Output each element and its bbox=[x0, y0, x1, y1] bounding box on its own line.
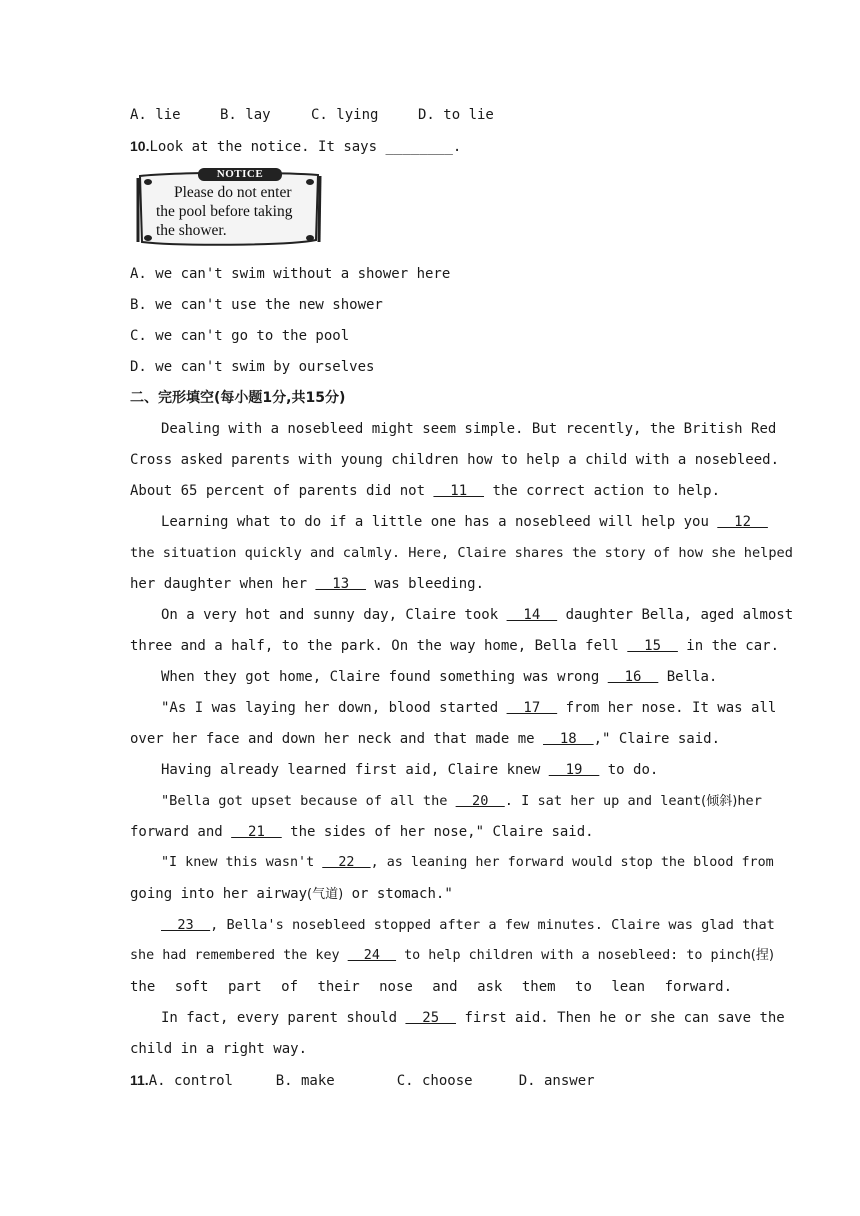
blank-13: 13 bbox=[315, 576, 367, 592]
blank-15: 15 bbox=[627, 638, 678, 654]
passage-text: going into her airway bbox=[130, 886, 308, 902]
passage-text: the correct action to help. bbox=[484, 483, 721, 499]
passage-text: , Bella's nosebleed stopped after a few minutes. Claire was glad that bbox=[210, 917, 775, 933]
passage-text: Having already learned first aid, Claire knew bbox=[161, 762, 549, 778]
passage-text: she had remembered the key bbox=[130, 948, 348, 963]
blank-14: 14 bbox=[506, 607, 558, 623]
q9-options bbox=[130, 105, 732, 125]
blank-19: 19 bbox=[548, 762, 600, 778]
blank-21: 21 bbox=[231, 824, 282, 840]
passage-line: Dealing with a nosebleed might seem simple. But recently, the British Red bbox=[161, 421, 777, 437]
notice-badge: NOTICE bbox=[198, 168, 282, 181]
passage-line bbox=[130, 574, 732, 594]
blank-16: 16 bbox=[607, 669, 659, 685]
q9-option-c: C. lying bbox=[311, 107, 379, 123]
passage-text: Bella. bbox=[658, 669, 718, 685]
passage-line bbox=[161, 853, 774, 873]
blank-24: 24 bbox=[347, 948, 397, 963]
passage-text: three and a half, to the park. On the way home, Bella fell bbox=[130, 638, 628, 654]
passage-text: from her nose. It was all bbox=[557, 700, 777, 716]
gloss-text: (气道) bbox=[307, 887, 344, 902]
passage-text: in the car. bbox=[677, 638, 780, 654]
blank-20: 20 bbox=[455, 793, 505, 809]
passage-text: When they got home, Claire found something was wrong bbox=[161, 669, 608, 685]
notice-sign bbox=[136, 168, 322, 248]
blank-12: 12 bbox=[717, 514, 768, 530]
passage-text: forward and bbox=[130, 824, 232, 840]
passage-text: About 65 percent of parents did not bbox=[130, 483, 434, 499]
notice-text-line: the pool before taking bbox=[156, 203, 293, 220]
q10-option-a: A. we can't swim without a shower here bbox=[130, 266, 451, 282]
blank-23: 23 bbox=[161, 917, 211, 933]
passage-line: Cross asked parents with young children how to help a child with a nosebleed. bbox=[130, 452, 780, 468]
passage-line bbox=[130, 822, 732, 842]
passage-text: was bleeding. bbox=[366, 576, 485, 592]
passage-text: , as leaning her forward would stop the blood from bbox=[370, 855, 774, 870]
gloss-text: (倾斜) bbox=[701, 794, 738, 809]
question-number: 11. bbox=[130, 1072, 149, 1088]
gloss-text: (捏) bbox=[750, 948, 774, 963]
passage-line: the situation quickly and calmly. Here, Claire shares the story of how she helped bbox=[130, 545, 793, 561]
passage-text: her bbox=[737, 793, 762, 809]
q9-option-a: A. lie bbox=[130, 107, 181, 123]
q10-option-b: B. we can't use the new shower bbox=[130, 297, 383, 313]
passage-line bbox=[161, 605, 794, 625]
passage-line: the soft part of their nose and ask them to lean forward. bbox=[130, 979, 732, 995]
passage-text: Learning what to do if a little one has a nosebleed will help you bbox=[161, 514, 718, 530]
passage-line bbox=[161, 1008, 785, 1028]
passage-line: child in a right way. bbox=[130, 1041, 308, 1057]
passage-text: In fact, every parent should bbox=[161, 1010, 406, 1026]
passage-line bbox=[161, 915, 775, 935]
q9-option-b: B. lay bbox=[220, 107, 271, 123]
notice-text-line: Please do not enter bbox=[174, 184, 292, 201]
section-heading: 二、完形填空(每小题1分,共15分) bbox=[130, 390, 346, 406]
blank-25: 25 bbox=[405, 1010, 457, 1026]
passage-line bbox=[130, 636, 780, 656]
q11-option-d: D. answer bbox=[518, 1073, 595, 1089]
passage-text: "Bella got upset because of all the bbox=[161, 793, 456, 809]
passage-text: over her face and down her neck and that made me bbox=[130, 731, 544, 747]
passage-line bbox=[161, 512, 768, 532]
passage-text: daughter Bella, aged almost bbox=[557, 607, 794, 623]
passage-text: first aid. Then he or she can save the bbox=[456, 1010, 785, 1026]
passage-text: On a very hot and sunny day, Claire took bbox=[161, 607, 507, 623]
notice-text-line: the shower. bbox=[156, 222, 227, 239]
passage-line bbox=[130, 729, 732, 749]
q11-option-a: A. control bbox=[148, 1073, 233, 1089]
q11-option-c: C. choose bbox=[396, 1073, 473, 1089]
passage-line bbox=[161, 791, 762, 812]
q10-stem: Look at the notice. It says ________. bbox=[149, 139, 462, 155]
q11-line bbox=[130, 1070, 732, 1091]
passage-text: ," Claire said. bbox=[593, 731, 721, 747]
passage-text: "As I was laying her down, blood started bbox=[161, 700, 507, 716]
blank-17: 17 bbox=[506, 700, 558, 716]
passage-line bbox=[161, 760, 732, 780]
passage-text: "I knew this wasn't bbox=[161, 855, 323, 870]
passage-text: . I sat her up and leant bbox=[504, 793, 702, 809]
passage-text: the sides of her nose," Claire said. bbox=[281, 824, 594, 840]
passage-line bbox=[130, 884, 732, 905]
q11-option-b: B. make bbox=[275, 1073, 335, 1089]
blank-18: 18 bbox=[543, 731, 594, 747]
q10-stem-line bbox=[130, 136, 732, 157]
q10-option-d: D. we can't swim by ourselves bbox=[130, 359, 375, 375]
passage-line bbox=[130, 481, 732, 501]
blank-22: 22 bbox=[322, 855, 371, 870]
passage-line bbox=[130, 946, 774, 966]
q10-option-c: C. we can't go to the pool bbox=[130, 328, 350, 344]
passage-text: her daughter when her bbox=[130, 576, 316, 592]
passage-line bbox=[161, 667, 732, 687]
question-number: 10. bbox=[130, 138, 150, 154]
q9-option-d: D. to lie bbox=[418, 107, 494, 123]
passage-text: to help children with a nosebleed: to pinch bbox=[396, 948, 751, 963]
blank-11: 11 bbox=[433, 483, 485, 499]
passage-text: to do. bbox=[599, 762, 659, 778]
passage-line bbox=[161, 698, 777, 718]
passage-text: or stomach." bbox=[343, 886, 453, 902]
